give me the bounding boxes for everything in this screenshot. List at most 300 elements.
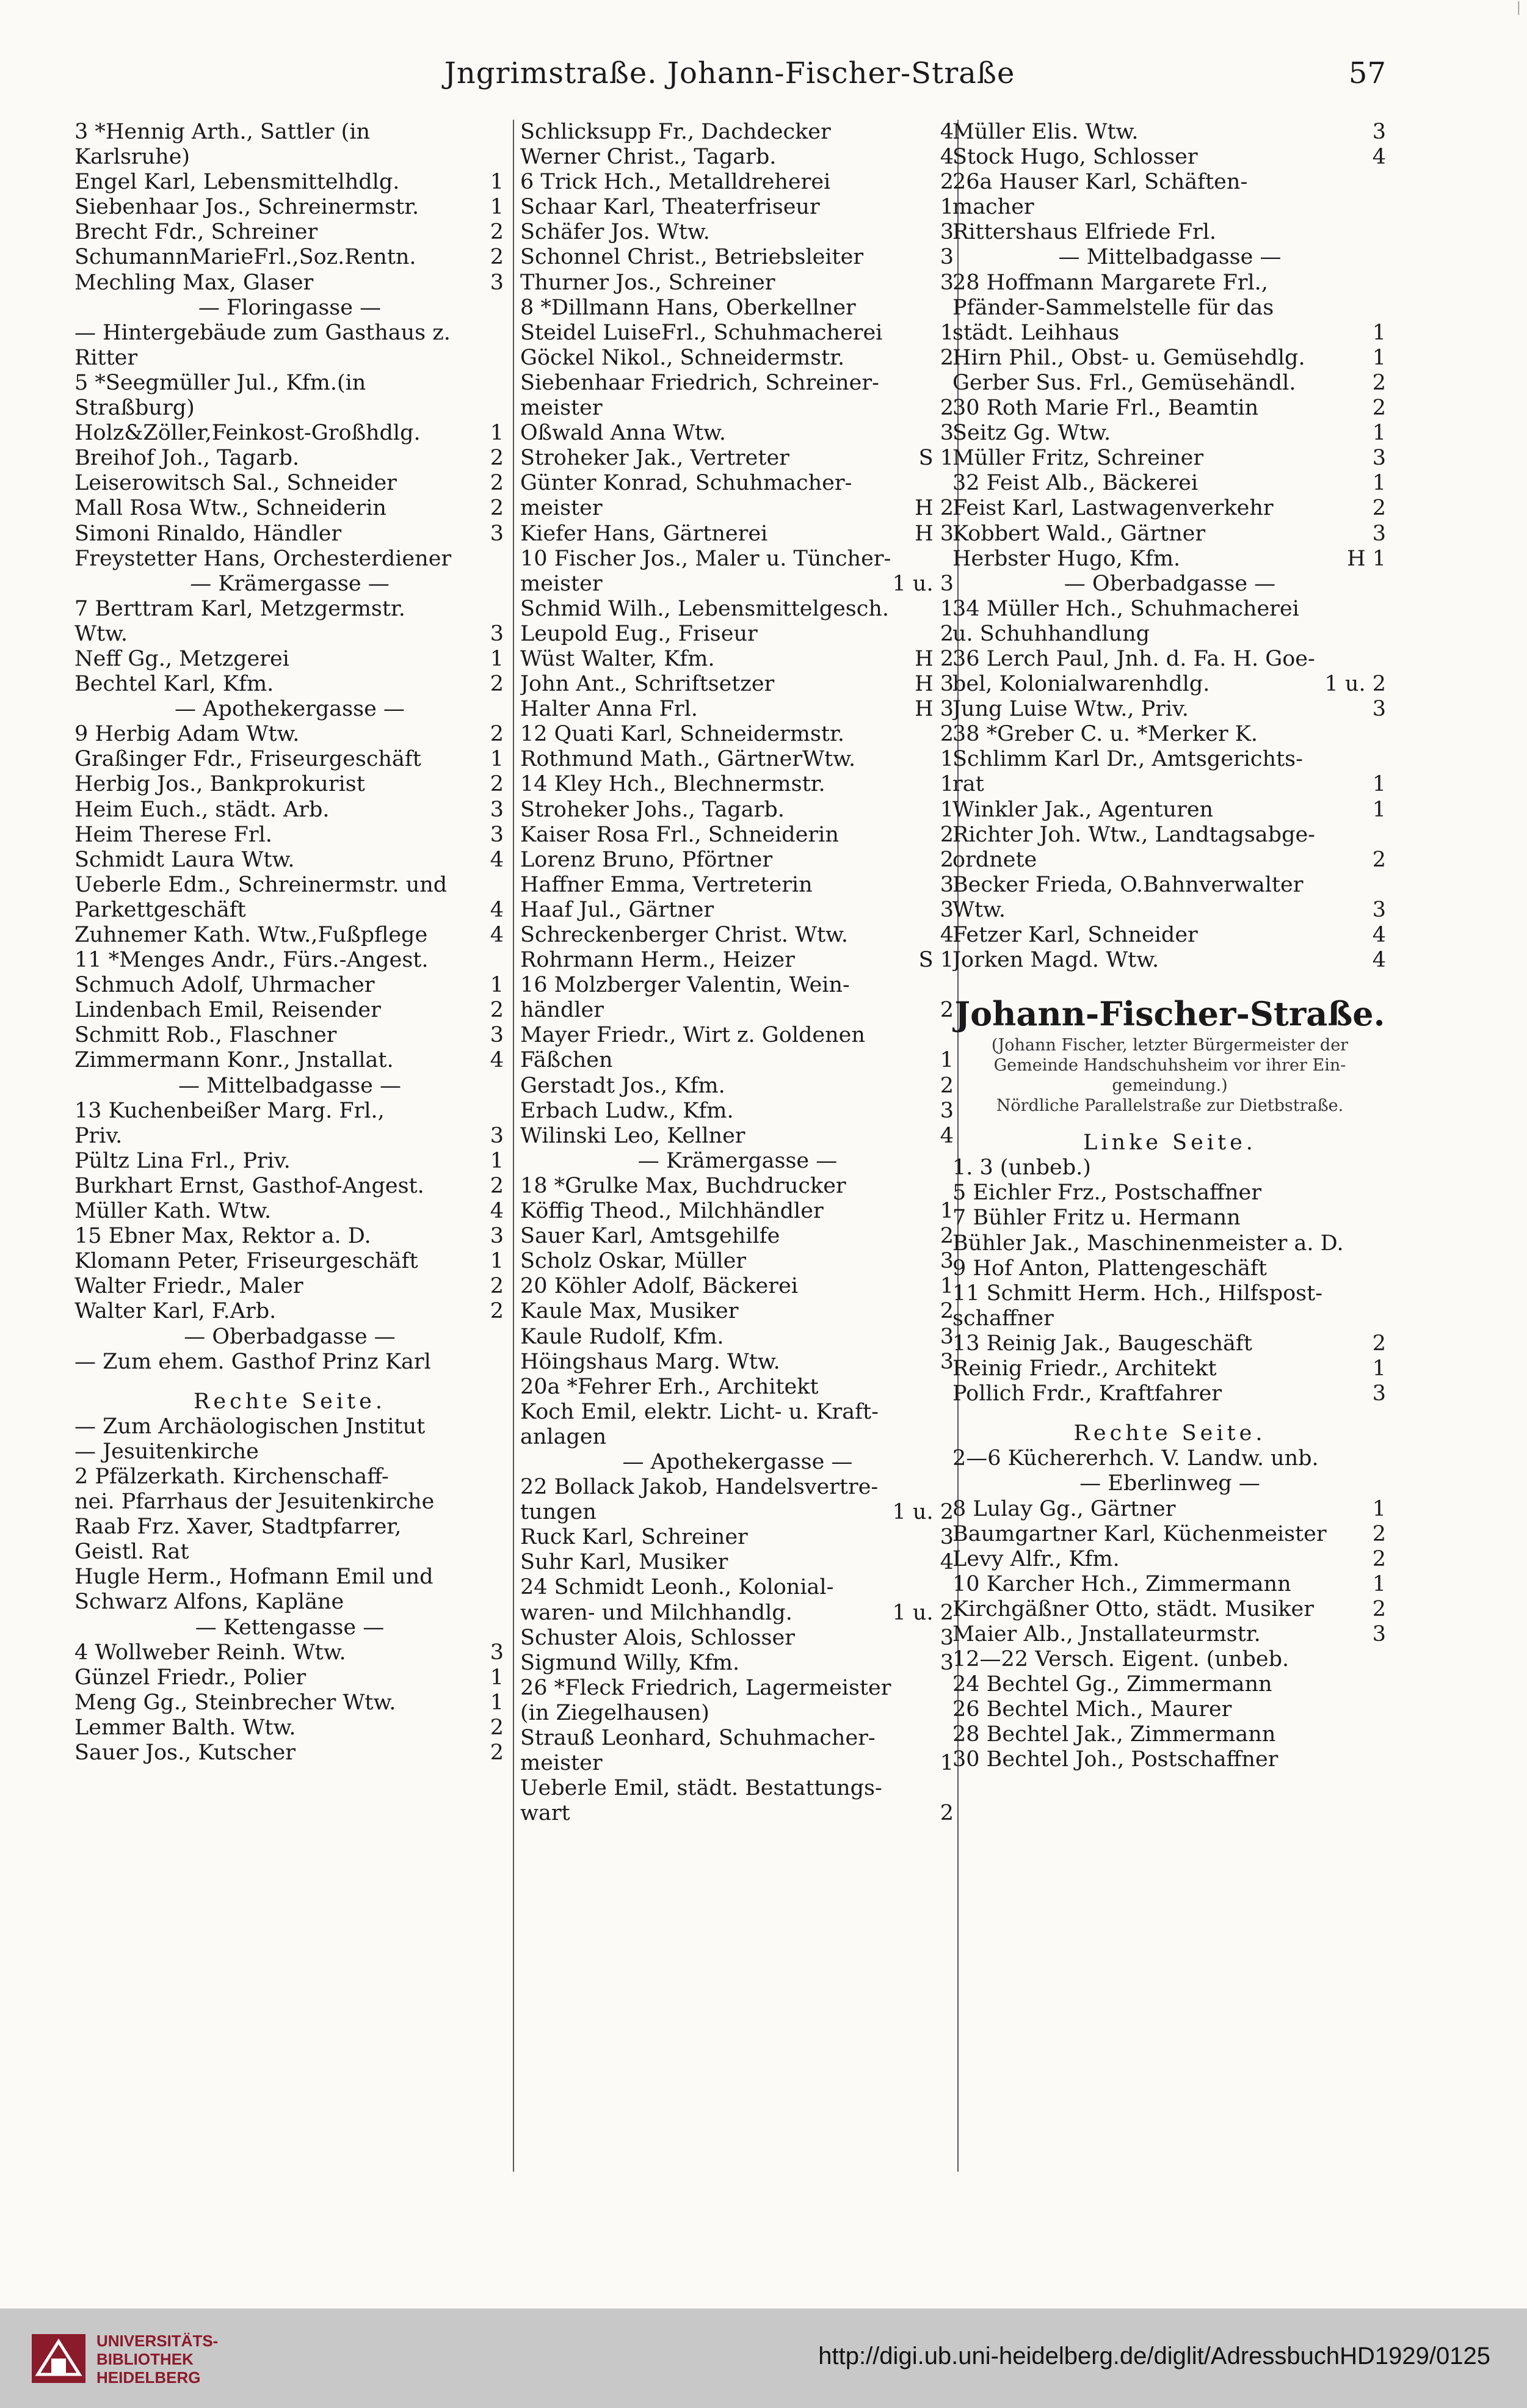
- entry-text: Fäßchen: [520, 1048, 613, 1073]
- floor-number: 2: [1372, 1521, 1386, 1546]
- section-heading: [952, 1421, 1387, 1446]
- directory-entry: [74, 823, 505, 848]
- directory-entry: [520, 220, 955, 245]
- directory-entry: [952, 1155, 1387, 1180]
- section-heading: [952, 245, 1387, 270]
- directory-entry: [74, 1590, 505, 1615]
- floor-number: 2: [1372, 1596, 1386, 1621]
- entry-text: Levy Alfr., Kfm.: [952, 1546, 1120, 1571]
- floor-number: 3: [940, 872, 954, 897]
- entry-text: Schlimm Karl Dr., Amtsgerichts-: [952, 747, 1303, 772]
- entry-text: Schaar Karl, Theaterfriseur: [520, 195, 820, 220]
- entry-text: — Jesuitenkirche: [74, 1439, 259, 1464]
- floor-number: 1: [940, 195, 954, 220]
- directory-entry: [952, 848, 1387, 873]
- entry-text: Siebenhaar Friedrich, Schreiner-: [520, 370, 879, 395]
- entry-text: 26 Bechtel Mich., Maurer: [952, 1697, 1232, 1722]
- directory-entry: [952, 446, 1387, 471]
- floor-number: 4: [940, 1123, 954, 1148]
- entry-text: Hirn Phil., Obst- u. Gemüsehdlg.: [952, 345, 1305, 370]
- floor-number: 3: [940, 1098, 954, 1123]
- entry-text: 3 *Hennig Arth., Sattler (in: [74, 120, 371, 144]
- street-note: [952, 1035, 1387, 1055]
- street-note: [952, 1075, 1387, 1096]
- entry-text: Karlsruhe): [74, 145, 190, 170]
- directory-entry: [952, 823, 1387, 848]
- floor-number: 3: [1372, 1381, 1386, 1406]
- library-name-line: UNIVERSITÄTS-: [96, 2332, 219, 2350]
- directory-entry: [520, 1174, 955, 1199]
- directory-entry: [74, 898, 505, 923]
- floor-number: 4: [940, 923, 954, 947]
- directory-entry: [520, 1249, 955, 1274]
- directory-entry: [952, 647, 1387, 672]
- directory-entry: [74, 1124, 505, 1149]
- directory-entry: [520, 647, 955, 672]
- entry-text: — Zum Archäologischen Jnstitut: [74, 1414, 426, 1439]
- entry-text: Straßburg): [74, 396, 195, 421]
- directory-entry: [952, 1231, 1387, 1256]
- entry-text: Günter Konrad, Schuhmacher-: [520, 471, 852, 496]
- floor-number: 2: [940, 1073, 954, 1098]
- entry-text: Winkler Jak., Agenturen: [952, 797, 1214, 822]
- directory-entry: [74, 1048, 505, 1073]
- floor-number: 3: [490, 1640, 504, 1665]
- floor-number: 4: [940, 1550, 954, 1575]
- floor-number: 4: [940, 145, 954, 170]
- directory-entry: [74, 522, 505, 547]
- directory-entry: [520, 145, 955, 170]
- directory-entry: [952, 1180, 1387, 1206]
- directory-entry: [520, 597, 955, 622]
- directory-entry: [520, 1299, 955, 1324]
- directory-entry: [952, 948, 1387, 973]
- entry-text: Raab Frz. Xaver, Stadtpfarrer,: [74, 1515, 402, 1540]
- floor-number: 1: [490, 747, 504, 772]
- directory-entry: [520, 998, 955, 1023]
- directory-entry: [952, 672, 1387, 697]
- floor-number: 3: [940, 220, 954, 245]
- entry-text: Rechte Seite.: [194, 1389, 386, 1414]
- floor-number: 3: [490, 797, 504, 822]
- entry-text: Koch Emil, elektr. Licht- u. Kraft-: [520, 1399, 879, 1424]
- floor-number: 1: [490, 421, 504, 446]
- directory-entry: [74, 1640, 505, 1665]
- floor-number: 2: [1372, 1546, 1386, 1571]
- library-name-line: BIBLIOTHEK: [96, 2350, 194, 2368]
- floor-number: 1: [1372, 1496, 1386, 1521]
- entry-text: Kobbert Wald., Gärtner: [952, 521, 1206, 546]
- directory-entry: [520, 898, 955, 923]
- entry-text: 9 Hof Anton, Plattengeschäft: [952, 1256, 1267, 1281]
- entry-text: 7 Berttram Karl, Metzgermstr.: [74, 596, 405, 621]
- entry-text: Werner Christ., Tagarb.: [520, 145, 777, 170]
- entry-text: Sigmund Willy, Kfm.: [520, 1650, 740, 1675]
- directory-entry: [74, 1665, 505, 1690]
- entry-text: Stroheker Johs., Tagarb.: [520, 797, 785, 822]
- directory-entry: [74, 747, 505, 772]
- directory-entry: [952, 321, 1387, 346]
- entry-text: 13 Kuchenbeißer Marg. Frl.,: [74, 1098, 385, 1123]
- entry-text: Baumgartner Karl, Küchenmeister: [952, 1521, 1327, 1546]
- directory-entry: [520, 1048, 955, 1073]
- entry-text: schaffner: [952, 1306, 1054, 1331]
- section-heading: [74, 572, 505, 597]
- entry-text: Göckel Nikol., Schneidermstr.: [520, 345, 845, 370]
- directory-entry: [74, 1174, 505, 1199]
- floor-number: H 3: [915, 672, 954, 697]
- entry-text: Hugle Herm., Hofmann Emil und: [74, 1565, 433, 1590]
- entry-text: 4 Wollweber Reinh. Wtw.: [74, 1640, 346, 1665]
- entry-text: Schmidt Laura Wtw.: [74, 847, 295, 872]
- floor-number: 1: [1372, 772, 1386, 797]
- library-name-line: HEIDELBERG: [96, 2368, 201, 2387]
- floor-number: 2: [490, 998, 504, 1023]
- entry-text: Jung Luise Wtw., Priv.: [952, 697, 1189, 722]
- directory-entry: [74, 120, 505, 145]
- entry-text: 26a Hauser Karl, Schäften-: [952, 170, 1248, 195]
- directory-entry: [520, 1074, 955, 1099]
- entry-text: Strauß Leonhard, Schuhmacher-: [520, 1726, 876, 1750]
- directory-entry: [74, 873, 505, 898]
- floor-number: 3: [1372, 697, 1386, 722]
- floor-number: 3: [490, 270, 504, 295]
- directory-entry: [74, 923, 505, 948]
- entry-text: 32 Feist Alb., Bäckerei: [952, 471, 1199, 496]
- spacer: [952, 973, 1387, 988]
- entry-text: Pültz Lina Frl., Priv.: [74, 1148, 291, 1173]
- directory-entry: [520, 1199, 955, 1224]
- entry-text: Leiserowitsch Sal., Schneider: [74, 471, 397, 496]
- directory-entry: [952, 421, 1387, 446]
- directory-entry: [952, 923, 1387, 948]
- entry-text: Breihof Joh., Tagarb.: [74, 446, 300, 471]
- directory-entry: [74, 446, 505, 471]
- directory-entry: [74, 973, 505, 998]
- entry-text: wart: [520, 1801, 570, 1826]
- directory-entry: [74, 1515, 505, 1540]
- directory-entry: [74, 998, 505, 1023]
- entry-text: 28 Hoffmann Margarete Frl.,: [952, 270, 1268, 295]
- entry-text: Schmitt Rob., Flaschner: [74, 1023, 337, 1048]
- floor-number: 2: [940, 722, 954, 747]
- directory-entry: [74, 672, 505, 697]
- directory-entry: [74, 1249, 505, 1274]
- floor-number: 1: [490, 195, 504, 220]
- entry-text: 22 Bollack Jakob, Handelsvertre-: [520, 1475, 879, 1500]
- floor-number: 2: [490, 1299, 504, 1324]
- directory-entry: [520, 1651, 955, 1676]
- entry-text: bel, Kolonialwarenhdlg.: [952, 672, 1210, 697]
- entry-text: Müller Elis. Wtw.: [952, 120, 1139, 144]
- entry-text: u. Schuhhandlung: [952, 621, 1150, 646]
- entry-text: Siebenhaar Jos., Schreinermstr.: [74, 195, 419, 220]
- directory-entry: [520, 1023, 955, 1048]
- directory-entry: [952, 722, 1387, 747]
- directory-entry: [952, 1722, 1387, 1747]
- entry-text: — Mittelbadgasse —: [178, 1073, 401, 1098]
- directory-entry: [952, 1597, 1387, 1622]
- directory-entry: [520, 1701, 955, 1726]
- entry-text: 10 Karcher Hch., Zimmermann: [952, 1571, 1291, 1596]
- directory-entry: [520, 1425, 955, 1450]
- directory-entry: [520, 1776, 955, 1801]
- entry-text: macher: [952, 195, 1034, 220]
- directory-entry: [952, 898, 1387, 923]
- entry-text: — Oberbadgasse —: [184, 1324, 396, 1349]
- running-head: [73, 56, 1386, 99]
- floor-number: 2: [490, 245, 504, 270]
- directory-entry: [520, 346, 955, 371]
- entry-text: 8 *Dillmann Hans, Oberkellner: [520, 295, 856, 320]
- entry-text: Schlicksupp Fr., Dachdecker: [520, 120, 831, 144]
- corner-mark: |: [1516, 0, 1521, 15]
- entry-text: 8 Lulay Gg., Gärtner: [952, 1496, 1176, 1521]
- floor-number: 3: [490, 621, 504, 646]
- floor-number: 3: [940, 1249, 954, 1274]
- directory-entry: [952, 597, 1387, 622]
- directory-entry: [74, 647, 505, 672]
- floor-number: 1 u. 2: [892, 1600, 954, 1625]
- directory-entry: [74, 1565, 505, 1590]
- section-heading: [952, 572, 1387, 597]
- entry-text: Simoni Rinaldo, Händler: [74, 521, 342, 546]
- entry-text: Brecht Fdr., Schreiner: [74, 220, 318, 245]
- directory-entry: [520, 1099, 955, 1124]
- directory-entry: [520, 120, 955, 145]
- entry-text: Leupold Eug., Friseur: [520, 621, 758, 646]
- entry-text: Lindenbach Emil, Reisender: [74, 998, 381, 1023]
- entry-text: Zuhnemer Kath. Wtw.,Fußpflege: [74, 923, 428, 947]
- floor-number: H 1: [1347, 546, 1386, 571]
- university-seal-icon: [29, 2332, 88, 2385]
- entry-text: — Oberbadgasse —: [1064, 571, 1276, 596]
- column-right: [952, 120, 1387, 1773]
- directory-entry: [952, 747, 1387, 772]
- library-name: [96, 2332, 218, 2387]
- entry-text: Pfänder-Sammelstelle für das: [952, 295, 1274, 320]
- entry-text: Stock Hugo, Schlosser: [952, 145, 1198, 170]
- directory-entry: [74, 1464, 505, 1490]
- entry-text: Bechtel Karl, Kfm.: [74, 672, 274, 697]
- directory-entry: [520, 1325, 955, 1350]
- entry-text: 26 *Fleck Friedrich, Lagermeister: [520, 1675, 891, 1700]
- entry-text: Ueberle Emil, städt. Bestattungs-: [520, 1776, 882, 1801]
- directory-entry: [952, 471, 1387, 496]
- directory-entry: [952, 170, 1387, 195]
- directory-entry: [520, 923, 955, 948]
- floor-number: 3: [1372, 446, 1386, 471]
- directory-entry: [74, 772, 505, 797]
- floor-number: 2: [940, 396, 954, 421]
- entry-text: — Floringasse —: [198, 295, 382, 320]
- directory-entry: [952, 271, 1387, 296]
- floor-number: 2: [1372, 396, 1386, 421]
- floor-number: 2: [490, 471, 504, 496]
- entry-text: Pollich Frdr., Kraftfahrer: [952, 1381, 1222, 1406]
- entry-text: Suhr Karl, Musiker: [520, 1550, 728, 1575]
- entry-text: Gerber Sus. Frl., Gemüsehändl.: [952, 370, 1296, 395]
- entry-text: Müller Fritz, Schreiner: [952, 446, 1204, 471]
- directory-entry: [520, 321, 955, 346]
- floor-number: 3: [940, 270, 954, 295]
- floor-number: 2: [490, 1274, 504, 1299]
- floor-number: 1: [940, 320, 954, 345]
- floor-number: 3: [940, 1349, 954, 1374]
- floor-number: H 2: [915, 646, 954, 671]
- entry-text: Kaiser Rosa Frl., Schneiderin: [520, 822, 839, 847]
- directory-entry: [520, 1124, 955, 1149]
- entry-text: Kiefer Hans, Gärtnerei: [520, 521, 768, 546]
- directory-entry: [520, 195, 955, 220]
- floor-number: S 1: [918, 446, 954, 471]
- entry-text: Parkettgeschäft: [74, 897, 246, 922]
- directory-entry: [952, 1206, 1387, 1231]
- directory-entry: [520, 421, 955, 446]
- section-heading: [952, 1471, 1387, 1496]
- entry-text: nei. Pfarrhaus der Jesuitenkirche: [74, 1490, 435, 1515]
- floor-number: 4: [490, 847, 504, 872]
- entry-text: — Mittelbadgasse —: [1058, 245, 1282, 270]
- directory-entry: [74, 1350, 505, 1375]
- entry-text: Günzel Friedr., Polier: [74, 1665, 306, 1690]
- entry-text: Ritter: [74, 345, 138, 370]
- floor-number: 4: [1372, 923, 1386, 947]
- directory-entry: [520, 1500, 955, 1525]
- directory-entry: [952, 772, 1387, 797]
- directory-entry: [74, 1490, 505, 1515]
- permalink-link[interactable]: http://digi.ub.uni-heidelberg.de/diglit/AdressbuchHD1929/0125: [818, 2343, 1490, 2370]
- floor-number: 1 u. 2: [1324, 672, 1386, 697]
- directory-entry: [520, 622, 955, 647]
- entry-text: städt. Leihhaus: [952, 320, 1120, 345]
- entry-text: tungen: [520, 1500, 597, 1525]
- entry-text: 1. 3 (unbeb.): [952, 1155, 1091, 1180]
- running-title: Jngrimstraße. Johann-Fischer-Straße: [444, 56, 1015, 90]
- floor-number: 2: [940, 1224, 954, 1249]
- street-note: [952, 1055, 1387, 1075]
- entry-text: Zimmermann Konr., Jnstallat.: [74, 1048, 394, 1073]
- directory-entry: [520, 672, 955, 697]
- entry-text: 7 Bühler Fritz u. Hermann: [952, 1206, 1241, 1231]
- entry-text: händler: [520, 998, 604, 1023]
- entry-text: Linke Seite.: [1083, 1130, 1257, 1155]
- directory-entry: [952, 346, 1387, 371]
- directory-entry: [74, 1274, 505, 1299]
- directory-entry: [520, 1751, 955, 1776]
- library-logo[interactable]: [29, 2328, 249, 2389]
- directory-entry: [520, 471, 955, 496]
- directory-entry: [952, 1356, 1387, 1381]
- floor-number: 3: [940, 1525, 954, 1550]
- directory-entry: [74, 321, 505, 346]
- floor-number: 2: [1372, 847, 1386, 872]
- entry-text: Sauer Jos., Kutscher: [74, 1741, 296, 1765]
- section-heading: [74, 1074, 505, 1099]
- directory-entry: [952, 1381, 1387, 1406]
- entry-text: 2—6 Küchererhch. V. Landw. unb.: [952, 1446, 1319, 1471]
- floor-number: 2: [490, 446, 504, 471]
- entry-text: Holz&Zöller,Feinkost-Großhdlg.: [74, 421, 421, 446]
- floor-number: 3: [940, 1650, 954, 1675]
- entry-text: Mall Rosa Wtw., Schneiderin: [74, 496, 386, 521]
- entry-text: Wilinski Leo, Kellner: [520, 1123, 745, 1148]
- entry-text: Feist Karl, Lastwagenverkehr: [952, 496, 1274, 521]
- entry-text: 10 Fischer Jos., Maler u. Tüncher-: [520, 546, 891, 571]
- floor-number: 1: [490, 973, 504, 998]
- entry-text: Meng Gg., Steinbrecher Wtw.: [74, 1690, 396, 1715]
- directory-entry: [520, 1350, 955, 1375]
- directory-entry: [74, 1741, 505, 1766]
- floor-number: 2: [940, 847, 954, 872]
- floor-number: 1: [940, 1199, 954, 1224]
- entry-text: Schwarz Alfons, Kapläne: [74, 1590, 344, 1615]
- viewer-footer: [0, 2308, 1527, 2408]
- directory-entry: [952, 1622, 1387, 1647]
- directory-entry: [952, 697, 1387, 722]
- floor-number: S 1: [918, 948, 954, 973]
- floor-number: 3: [1372, 897, 1386, 922]
- entry-text: Fetzer Karl, Schneider: [952, 923, 1198, 947]
- entry-text: Graßinger Fdr., Friseurgeschäft: [74, 747, 421, 772]
- entry-text: Rittershaus Elfriede Frl.: [952, 220, 1217, 245]
- entry-text: Stroheker Jak., Vertreter: [520, 446, 789, 471]
- directory-entry: [952, 120, 1387, 145]
- directory-entry: [952, 1281, 1387, 1306]
- entry-text: 36 Lerch Paul, Jnh. d. Fa. H. Goe-: [952, 646, 1315, 671]
- entry-text: Wüst Walter, Kfm.: [520, 646, 715, 671]
- entry-text: 34 Müller Hch., Schuhmacherei: [952, 596, 1299, 621]
- floor-number: H 3: [915, 521, 954, 546]
- entry-text: Kirchgäßner Otto, städt. Musiker: [952, 1596, 1314, 1621]
- entry-text: 16 Molzberger Valentin, Wein-: [520, 973, 850, 998]
- entry-text: Jorken Magd. Wtw.: [952, 948, 1159, 973]
- directory-entry: [952, 1331, 1387, 1356]
- floor-number: 2: [940, 621, 954, 646]
- floor-number: 1: [490, 646, 504, 671]
- directory-entry: [520, 1475, 955, 1500]
- entry-text: gemeindung.): [1112, 1076, 1228, 1096]
- entry-text: Erbach Ludw., Kfm.: [520, 1098, 734, 1123]
- floor-number: 3: [940, 1324, 954, 1349]
- directory-entry: [74, 346, 505, 371]
- entry-text: 5 *Seegmüller Jul., Kfm.(in: [74, 370, 366, 395]
- entry-text: Halter Anna Frl.: [520, 697, 698, 722]
- directory-entry: [520, 245, 955, 270]
- floor-number: 1: [1372, 421, 1386, 446]
- entry-text: (in Ziegelhausen): [520, 1700, 709, 1725]
- directory-entry: [74, 271, 505, 296]
- directory-entry: [520, 1726, 955, 1751]
- spacer: [952, 1406, 1387, 1421]
- directory-entry: [520, 1626, 955, 1651]
- entry-text: 11 Schmitt Herm. Hch., Hilfspost-: [952, 1281, 1323, 1306]
- floor-number: 4: [1372, 145, 1386, 170]
- entry-text: Reinig Friedr., Architekt: [952, 1356, 1217, 1381]
- floor-number: 2: [940, 998, 954, 1023]
- floor-number: 3: [1372, 120, 1386, 144]
- directory-entry: [74, 1540, 505, 1565]
- floor-number: 4: [490, 1048, 504, 1073]
- floor-number: 1: [1372, 471, 1386, 496]
- directory-entry: [952, 371, 1387, 396]
- directory-entry: [520, 1224, 955, 1249]
- directory-entry: [74, 396, 505, 421]
- directory-entry: [520, 948, 955, 973]
- directory-entry: [952, 1747, 1387, 1772]
- street-heading: [952, 992, 1387, 1035]
- entry-text: Klomann Peter, Friseurgeschäft: [74, 1249, 418, 1274]
